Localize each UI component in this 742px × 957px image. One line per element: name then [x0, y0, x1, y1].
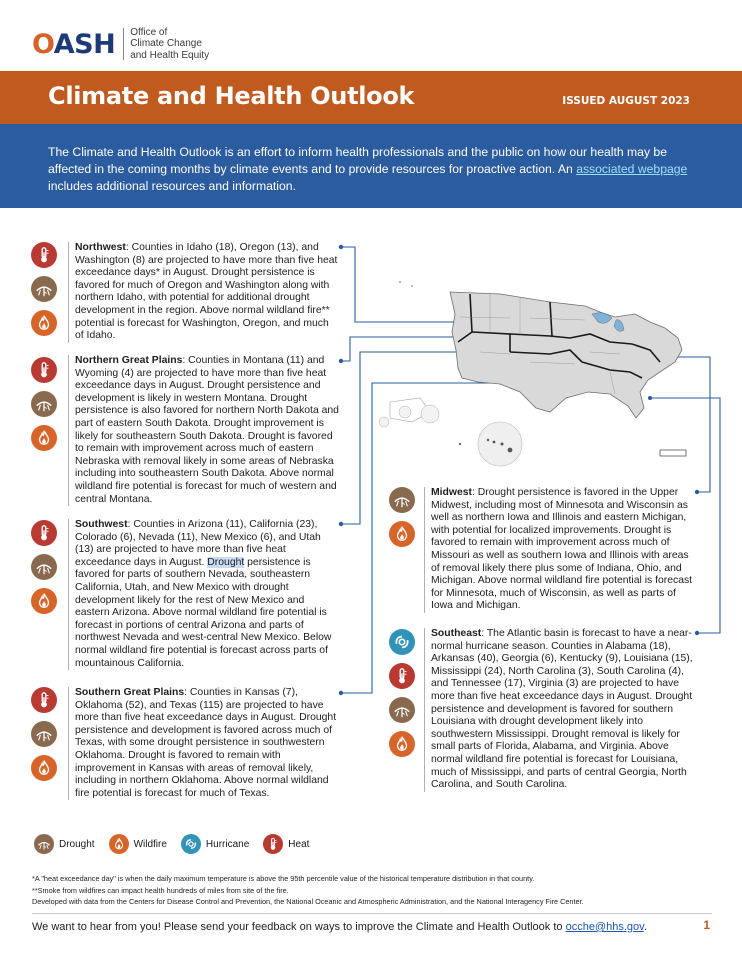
- region-southern-great-plains: [68, 687, 340, 800]
- hurricane-icon: [389, 629, 415, 655]
- cracked-earth-icon: [34, 834, 54, 854]
- flame-icon: [31, 755, 57, 781]
- region-text: persistence is favored for parts of southern Nevada, southeastern California, Utah, and New Mexico with drought development likely for the rest of New Mexico and eastern Arizona. Above normal wildland fire potential is forecast in portions of central Arizona and parts of northwest Nevada and west-central New Mexico. Below normal wildland fire potential is forecast across parts of mountainous California.: [75, 556, 332, 669]
- region-name: Northwest: [75, 242, 126, 253]
- midwest-icons: [389, 487, 415, 547]
- highlighted-word: Drought: [207, 556, 245, 568]
- office-line: Climate Change: [130, 38, 202, 50]
- intro-text-part: The Climate and Health Outlook is an effort to inform health professionals and the public on how our health may be affected in the coming months by climate events and to provide resources for proactive action. An: [48, 145, 667, 176]
- legend-label: Hurricane: [205, 838, 250, 850]
- intro-banner: [0, 124, 742, 208]
- cracked-earth-icon: [31, 276, 57, 302]
- issue-date: ISSUED AUGUST 2023: [562, 95, 690, 107]
- island-dot: [411, 285, 413, 287]
- cracked-earth-icon: [389, 697, 415, 723]
- legend-label: Wildfire: [133, 838, 167, 850]
- legend-item-heat: [263, 834, 309, 854]
- icon-legend: [34, 834, 309, 854]
- island-dot: [399, 281, 401, 283]
- heat-icon: [31, 357, 57, 383]
- southeast-icons: [389, 629, 415, 757]
- region-text: : Counties in Kansas (7), Oklahoma (52), and Texas (115) are projected to have more than five heat exceedance days in August. Drought persistence and development is favored across much of Texas, with some drought persistence in southwestern Oklahoma. Drought is favored to remain with improvement in Kansas with areas of removal likely, including in northern Oklahoma. Above normal wildland fire potential is forecast for much of Texas.: [75, 687, 337, 799]
- hawaii-inset-circle: [478, 422, 522, 466]
- region-text: : Counties in Idaho (18), Oregon (13), and Washington (8) are projected to have more than five heat exceedance days* in August. Drought persistence is favored for much of Oregon and Washington along with northern Idaho, with potential for additional drought development in the region. Above normal wildland fire** potential is forecast for Washington, Oregon, and much of Idaho.: [75, 242, 338, 342]
- footnote: **Smoke from wildfires can impact health hundreds of miles from site of the fire.: [32, 885, 289, 895]
- southern-great-plains-icons: [31, 687, 57, 781]
- legend-item-drought: [34, 834, 95, 854]
- heat-icon: [263, 834, 283, 854]
- logo-divider: [123, 28, 124, 60]
- alaska-inset-circle: [399, 406, 411, 418]
- region-text: : Counties in Montana (11) and Wyoming (4) are projected to have more than five heat exceedance days in August. Drought persistence and development is likely in western Montana. Drought persistence is also favored for northern North Dakota and part of eastern South Dakota. Drought improvement is likely for southeastern South Dakota. Drought is favored to remain with improvement across much of eastern Nebraska with removal likely in some areas of Nebraska including into southeastern South Dakota. Above normal wildland fire potential is forecast for much of western and central Montana.: [75, 355, 339, 505]
- region-southeast: [424, 628, 696, 792]
- island-dot: [459, 443, 461, 445]
- alaska-inset-circle: [421, 405, 439, 423]
- region-name: Southwest: [75, 519, 128, 530]
- us-mainland-shape: [450, 292, 682, 418]
- us-region-map: [360, 222, 710, 482]
- legend-item-hurricane: [181, 834, 249, 854]
- footnote: *A "heat exceedance day" is when the daily maximum temperature is above the 95th percentile value of the historical temperature distribution in that county.: [32, 874, 535, 883]
- page-title: Climate and Health Outlook: [48, 82, 415, 110]
- flame-icon: [109, 834, 129, 854]
- region-southwest: [68, 519, 340, 670]
- heat-icon: [31, 687, 57, 713]
- puerto-rico-shape: [660, 450, 686, 456]
- intro-text: [48, 144, 700, 195]
- title-banner: [0, 71, 742, 124]
- region-midwest: [424, 487, 696, 613]
- northern-great-plains-icons: [31, 357, 57, 451]
- region-name: Southern Great Plains: [75, 687, 185, 698]
- legend-label: Heat: [288, 838, 310, 850]
- page-number: 1: [703, 918, 710, 932]
- alaska-inset-circle: [379, 417, 389, 427]
- cracked-earth-icon: [31, 391, 57, 417]
- flame-icon: [31, 588, 57, 614]
- footnotes: [32, 873, 722, 908]
- region-northwest: [68, 242, 340, 343]
- logo-wordmark: OASH: [32, 28, 116, 60]
- flame-icon: [389, 731, 415, 757]
- region-text: : Drought persistence is favored in the Upper Midwest, including most of Minnesota and Wisconsin as well as northern Iowa and Illinois and eastern Michigan, with potential for localized improvements. Drought is favored to remain with improvement across much of Missouri as well as southern Iowa and Illinois with areas of removal likely there plus some of Indiana, Ohio, and Michigan. Above normal wildland fire potential is forecast for Minnesota, much of Wisconsin, as well as parts of Iowa and Michigan.: [431, 487, 693, 612]
- flame-icon: [31, 310, 57, 336]
- region-name: Midwest: [431, 487, 472, 498]
- feedback-message: We want to hear from you! Please send your feedback on ways to improve the Climate and Health Outlook to: [32, 921, 566, 933]
- hurricane-icon: [181, 834, 201, 854]
- feedback-end: .: [643, 921, 647, 933]
- legend-label: Drought: [59, 838, 95, 850]
- region-name: Northern Great Plains: [75, 355, 183, 366]
- flame-icon: [31, 425, 57, 451]
- region-name: Southeast: [431, 628, 482, 639]
- heat-icon: [31, 520, 57, 546]
- region-northern-great-plains: [68, 355, 340, 506]
- cracked-earth-icon: [389, 487, 415, 513]
- oash-logo[interactable]: [32, 26, 250, 62]
- feedback-email-link[interactable]: ocche@hhs.gov: [565, 921, 644, 933]
- intro-text-part: includes additional resources and information.: [48, 179, 296, 193]
- footnote: Developed with data from the Centers for Disease Control and Prevention, the National Oceanic and Atmospheric Administration, and the National Interagency Fire Center.: [32, 897, 584, 906]
- region-text: : Counties in Arizona (11), California (23), Colorado (6), Nevada (11), New Mexico (6), and Utah (13) are projected to have more than five heat exceedance days in August.: [75, 519, 321, 568]
- heat-icon: [31, 242, 57, 268]
- us-map-svg: [360, 222, 710, 482]
- flame-icon: [389, 521, 415, 547]
- office-name: [130, 27, 250, 62]
- associated-webpage-link[interactable]: associated webpage: [576, 162, 688, 176]
- cracked-earth-icon: [31, 554, 57, 580]
- office-line: Office of: [130, 26, 168, 38]
- feedback-text: [32, 921, 647, 933]
- northwest-icons: [31, 242, 57, 336]
- heat-icon: [389, 663, 415, 689]
- footer-divider: [32, 913, 712, 914]
- cracked-earth-icon: [31, 721, 57, 747]
- office-line: and Health Equity: [130, 49, 210, 61]
- region-text: : The Atlantic basin is forecast to have a near-normal hurricane season. Counties in Alabama (18), Arkansas (40), Georgia (6), Kentucky (9), Louisiana (15), Mississippi (24), North Carolina (3), South Carolina (4), and Tennessee (17), Virginia (3) are projected to have more than five heat exceedance days in August. Drought persistence and development is favored for southern Louisiana with drought development likely into southwestern Mississippi. Drought removal is likely for small parts of Florida, Alabama, and Virginia. Above normal wildland fire potential is forecast for Louisiana, much of Mississippi, and parts of central Georgia, North Carolina, and South Carolina.: [431, 628, 693, 791]
- southwest-icons: [31, 520, 57, 614]
- legend-item-wildfire: [109, 834, 167, 854]
